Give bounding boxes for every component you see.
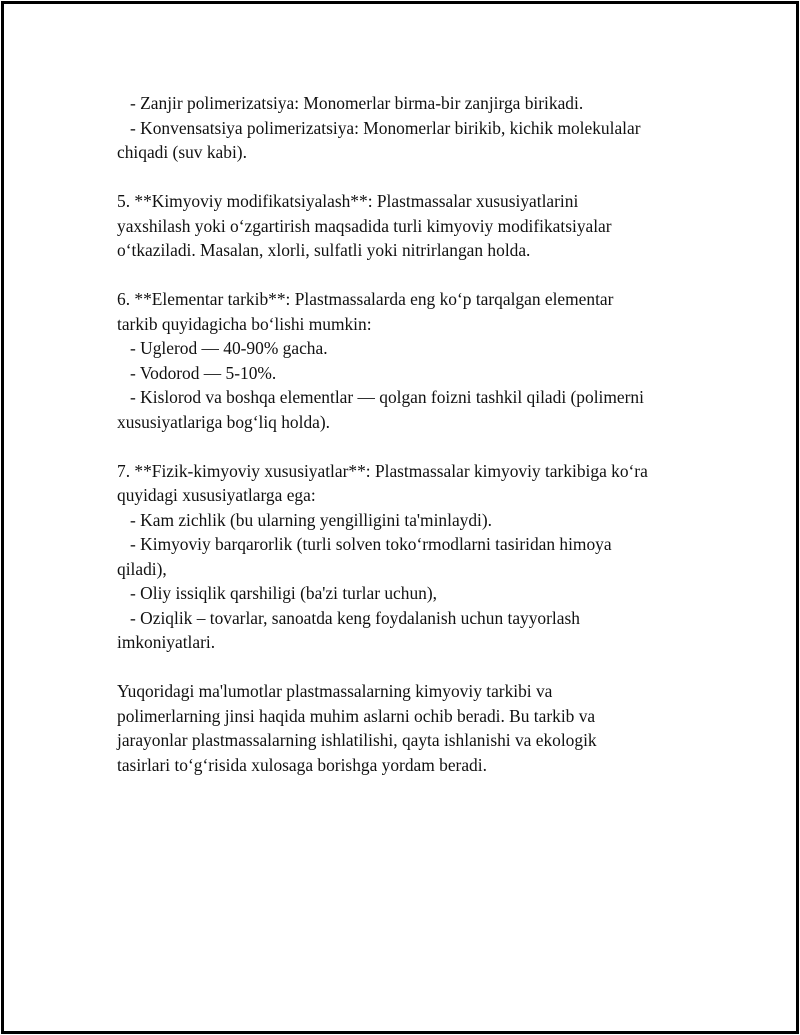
text-line: chiqadi (suv kabi). xyxy=(117,142,247,162)
text-line: jarayonlar plastmassalarning ishlatilishi, qayta ishlanishi va ekologik xyxy=(117,730,597,750)
paragraph-gap xyxy=(117,263,697,288)
paragraph-gap xyxy=(117,655,697,680)
text-line: - Konvensatsiya polimerizatsiya: Monomerlar birikib, kichik molekulalar xyxy=(117,117,641,138)
text-line: tarkib quyidagicha boʻlishi mumkin: xyxy=(117,313,372,334)
text-line: - Kislorod va boshqa elementlar — qolgan foizni tashkil qiladi (polimerni xyxy=(117,387,644,407)
text-line: - Oliy issiqlik qarshiligi (ba'zi turlar uchun), xyxy=(117,583,437,603)
text-line: yaxshilash yoki oʻzgartirish maqsadida turli kimyoviy modifikatsiyalar xyxy=(117,215,612,236)
text-line: - Kimyoviy barqarorlik (turli solven tokoʻrmodlarni tasiridan himoya xyxy=(117,534,612,554)
document-body xyxy=(117,91,697,777)
text-line: quyidagi xususiyatlarga ega: xyxy=(117,485,316,505)
text-line: 5. **Kimyoviy modifikatsiyalash**: Plastmassalar xususiyatlarini xyxy=(117,191,579,211)
text-line: qiladi), xyxy=(117,558,167,579)
text-line: - Kam zichlik (bu ularning yengilligini ta'minlaydi). xyxy=(117,509,493,530)
paragraph-gap xyxy=(117,165,697,190)
text-line: - Oziqlik – tovarlar, sanoatda keng foydalanish uchun tayyorlash xyxy=(117,607,580,628)
text-line: - Vodorod — 5-10%. xyxy=(117,362,277,383)
text-line: polimerlarning jinsi haqida muhim aslarni ochib beradi. Bu tarkib va xyxy=(117,705,596,726)
text-line: Yuqoridagi ma'lumotlar plastmassalarning kimyoviy tarkibi va xyxy=(117,681,553,701)
text-line: xususiyatlariga bogʻliq holda). xyxy=(117,411,330,432)
text-line: oʻtkaziladi. Masalan, xlorli, sulfatli yoki nitrirlangan holda. xyxy=(117,240,531,260)
text-line: 7. **Fizik-kimyoviy xususiyatlar**: Plastmassalar kimyoviy tarkibiga koʻra xyxy=(117,460,648,481)
text-line: tasirlari toʻgʻrisida xulosaga borishga yordam beradi. xyxy=(117,754,487,775)
text-line: - Zanjir polimerizatsiya: Monomerlar birma-bir zanjirga birikadi. xyxy=(117,93,584,113)
paragraph-gap xyxy=(117,434,697,459)
text-line: imkoniyatlari. xyxy=(117,632,216,652)
text-line: - Uglerod — 40-90% gacha. xyxy=(117,338,328,358)
text-line: 6. **Elementar tarkib**: Plastmassalarda eng koʻp tarqalgan elementar xyxy=(117,289,614,309)
